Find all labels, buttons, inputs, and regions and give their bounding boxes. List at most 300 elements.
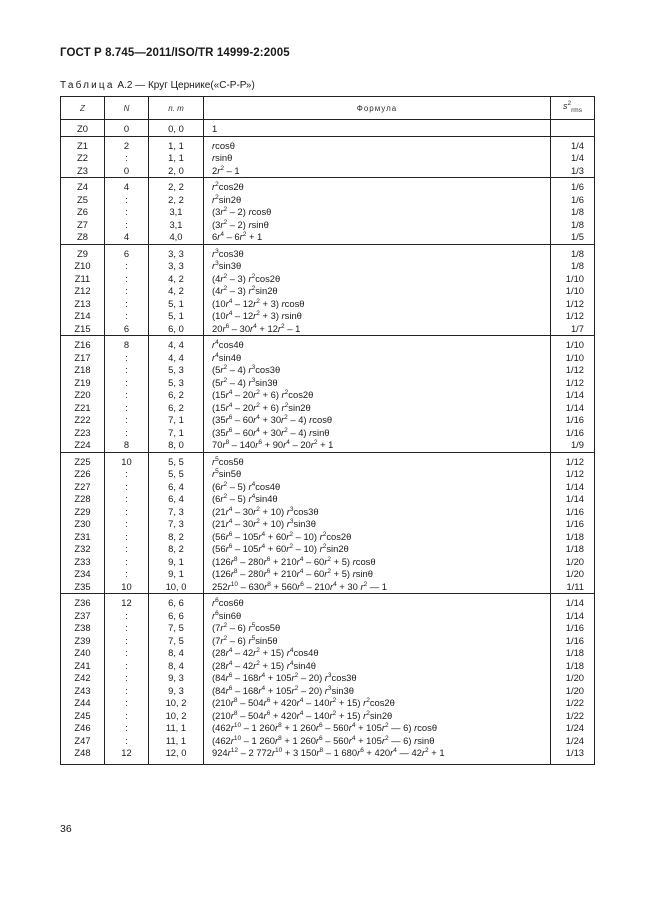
srms-value: 1/18	[551, 647, 595, 660]
n-m-indices: 7, 5	[149, 635, 204, 648]
n-m-indices: 3, 3	[149, 248, 204, 261]
table-row	[61, 414, 595, 427]
formula: $r^3\cos 3\theta$	[204, 248, 551, 261]
srms-value: 1/6	[551, 181, 595, 194]
radial-order: :	[105, 493, 149, 506]
formula: $(10r^4 - 12r^2 + 3)$ rsinθ	[204, 310, 551, 323]
radial-order: :	[105, 389, 149, 402]
formula: $(5r^2 - 4)$ $r^3\cos 3\theta$	[204, 364, 551, 377]
zernike-index: Z43	[61, 685, 105, 698]
col-header-z: Z	[61, 97, 105, 120]
formula: $252r^{10} - 630r^8 + 560r^6 - 210r^4 + 30$ $r^2$ — 1	[204, 581, 551, 594]
srms-value: 1/12	[551, 377, 595, 390]
zernike-index: Z39	[61, 635, 105, 648]
radial-order: :	[105, 660, 149, 673]
radial-order: :	[105, 543, 149, 556]
radial-order: 8	[105, 339, 149, 352]
table-row	[61, 456, 595, 469]
n-m-indices: 2, 0	[149, 165, 204, 178]
radial-order: :	[105, 610, 149, 623]
table-row	[61, 481, 595, 494]
srms-value: 1/8	[551, 260, 595, 273]
table-row	[61, 152, 595, 165]
table-row	[61, 231, 595, 244]
n-m-indices: 2, 2	[149, 181, 204, 194]
zernike-index: Z25	[61, 456, 105, 469]
table-row	[61, 747, 595, 760]
n-m-indices: 9, 1	[149, 568, 204, 581]
radial-order: :	[105, 364, 149, 377]
zernike-index: Z45	[61, 710, 105, 723]
formula: rcosθ	[204, 140, 551, 153]
formula: $r^5\sin 5\theta$	[204, 468, 551, 481]
n-m-indices: 6, 4	[149, 481, 204, 494]
formula: rsinθ	[204, 152, 551, 165]
n-m-indices: 6, 6	[149, 597, 204, 610]
formula: $(35r^6 - 60r^4 + 30r^2 - 4)$ rsinθ	[204, 427, 551, 440]
zernike-index: Z26	[61, 468, 105, 481]
n-m-indices: 5, 5	[149, 468, 204, 481]
zernike-index: Z10	[61, 260, 105, 273]
formula: $(21r^4 - 30r^2 + 10)$ $r^3\cos 3\theta$	[204, 506, 551, 519]
formula: $(3r^2 - 2)$ rsinθ	[204, 219, 551, 232]
srms-value: 1/12	[551, 364, 595, 377]
n-m-indices: 8, 2	[149, 531, 204, 544]
formula: $(15r^4 - 20r^2 + 6)$ $r^2\cos 2\theta$	[204, 389, 551, 402]
formula: $(5r^2 - 4)$ $r^3\sin 3\theta$	[204, 377, 551, 390]
zernike-index: Z14	[61, 310, 105, 323]
formula: $(35r^6 - 60r^4 + 30r^2 - 4)$ rcosθ	[204, 414, 551, 427]
radial-order: :	[105, 468, 149, 481]
radial-order: 6	[105, 323, 149, 336]
srms-value: 1/18	[551, 543, 595, 556]
formula: $(28r^4 - 42r^2 + 15)$ $r^4\cos 4\theta$	[204, 647, 551, 660]
table-row	[61, 260, 595, 273]
formula: $(6r^2 - 5)$ $r^4\sin 4\theta$	[204, 493, 551, 506]
zernike-index: Z11	[61, 273, 105, 286]
bottom-cell	[105, 760, 149, 765]
table-row	[61, 439, 595, 452]
n-m-indices: 1, 1	[149, 152, 204, 165]
radial-order: :	[105, 722, 149, 735]
table-row	[61, 364, 595, 377]
zernike-index: Z20	[61, 389, 105, 402]
zernike-index: Z40	[61, 647, 105, 660]
table-row	[61, 518, 595, 531]
radial-order: :	[105, 697, 149, 710]
radial-order: :	[105, 194, 149, 207]
radial-order: :	[105, 635, 149, 648]
srms-power: 2	[567, 99, 572, 107]
table-row	[61, 339, 595, 352]
zernike-index: Z31	[61, 531, 105, 544]
table-caption-prefix: Таблица	[60, 80, 115, 91]
srms-value: 1/24	[551, 735, 595, 748]
n-m-indices: 7, 1	[149, 427, 204, 440]
srms-subscript: rms	[571, 106, 582, 114]
bottom-cell	[61, 760, 105, 765]
n-m-indices: 12, 0	[149, 747, 204, 760]
formula: $(56r^6 - 105r^4 + 60r^2 - 10)$ $r^2\cos 2\theta$	[204, 531, 551, 544]
page-number: 36	[60, 823, 72, 835]
table-row	[61, 123, 595, 136]
zernike-index: Z23	[61, 427, 105, 440]
n-m-indices: 10, 2	[149, 710, 204, 723]
srms-value: 1/14	[551, 493, 595, 506]
table-row	[61, 468, 595, 481]
srms-value: 1/20	[551, 568, 595, 581]
n-m-indices: 5, 3	[149, 377, 204, 390]
srms-value: 1/12	[551, 298, 595, 311]
radial-order: :	[105, 531, 149, 544]
srms-value: 1/11	[551, 581, 595, 594]
table-row	[61, 389, 595, 402]
radial-order: 4	[105, 231, 149, 244]
zernike-index: Z12	[61, 285, 105, 298]
zernike-index: Z24	[61, 439, 105, 452]
zernike-index: Z42	[61, 672, 105, 685]
srms-value: 1/5	[551, 231, 595, 244]
bottom-cell	[204, 760, 551, 765]
table-row	[61, 402, 595, 415]
zernike-index: Z1	[61, 140, 105, 153]
formula: $r^2\cos 2\theta$	[204, 181, 551, 194]
srms-value: 1/4	[551, 152, 595, 165]
srms-value: 1/14	[551, 389, 595, 402]
srms-value: 1/7	[551, 323, 595, 336]
table-row	[61, 427, 595, 440]
zernike-index: Z4	[61, 181, 105, 194]
srms-value: 1/8	[551, 248, 595, 261]
n-m-indices: 11, 1	[149, 735, 204, 748]
n-m-indices: 6, 4	[149, 493, 204, 506]
formula: $(7r^2 - 6)$ $r^5\cos 5\theta$	[204, 622, 551, 635]
formula: ($462r^{10} - 1$ $260r^8 + 1$ $260r^6 - 560r^4 + 105r^2$ — 6) rcosθ	[204, 722, 551, 735]
radial-order: :	[105, 414, 149, 427]
srms-value: 1/16	[551, 622, 595, 635]
n-m-indices: 3,1	[149, 206, 204, 219]
srms-value: 1/10	[551, 285, 595, 298]
formula: $(56r^6 - 105r^4 + 60r^2 - 10)$ $r^2\sin 2\theta$	[204, 543, 551, 556]
srms-value: 1/22	[551, 697, 595, 710]
zernike-index: Z41	[61, 660, 105, 673]
n-m-indices: 4, 2	[149, 285, 204, 298]
zernike-index: Z18	[61, 364, 105, 377]
radial-order: 10	[105, 581, 149, 594]
n-m-indices: 7, 1	[149, 414, 204, 427]
zernike-index: Z16	[61, 339, 105, 352]
radial-order: :	[105, 152, 149, 165]
document-header: ГОСТ Р 8.745—2011/ISO/TR 14999-2:2005	[60, 47, 290, 59]
formula: $924r^{12} - 2$ $772r^{10} + 3$ $150r^8 - 1$ $680r^6 + 420r^4$ — $42r^2 + 1$	[204, 747, 551, 760]
radial-order: :	[105, 556, 149, 569]
formula: $r^4\sin 4\theta$	[204, 352, 551, 365]
zernike-index: Z8	[61, 231, 105, 244]
table-row	[61, 140, 595, 153]
formula: $(126r^8 - 280r^6 + 210r^4 - 60r^2 + 5)$ rsinθ	[204, 568, 551, 581]
formula: $(10r^4 - 12r^2 + 3)$ rcosθ	[204, 298, 551, 311]
n-m-indices: 4, 4	[149, 352, 204, 365]
srms-value: 1/22	[551, 710, 595, 723]
zernike-index: Z21	[61, 402, 105, 415]
n-m-indices: 4, 2	[149, 273, 204, 286]
srms-value: 1/14	[551, 597, 595, 610]
n-m-indices: 1, 1	[149, 140, 204, 153]
n-m-indices: 11, 1	[149, 722, 204, 735]
radial-order: 0	[105, 165, 149, 178]
table-row	[61, 672, 595, 685]
n-m-indices: 8, 4	[149, 647, 204, 660]
srms-value: 1/8	[551, 206, 595, 219]
n-m-indices: 6, 0	[149, 323, 204, 336]
radial-order: 12	[105, 747, 149, 760]
radial-order: :	[105, 402, 149, 415]
zernike-index: Z36	[61, 597, 105, 610]
n-m-indices: 3,1	[149, 219, 204, 232]
srms-value: 1/8	[551, 219, 595, 232]
table-row	[61, 181, 595, 194]
col-header-formula: Формула	[204, 97, 551, 120]
table-row	[61, 310, 595, 323]
zernike-index: Z17	[61, 352, 105, 365]
radial-order: 4	[105, 181, 149, 194]
srms-value: 1/12	[551, 456, 595, 469]
formula: $(210r^8 - 504r^6 + 420r^4 - 140r^2 + 15)$ $r^2\cos 2\theta$	[204, 697, 551, 710]
zernike-index: Z33	[61, 556, 105, 569]
formula: $(7r^2 - 6)$ $r^5\sin 5\theta$	[204, 635, 551, 648]
table-row	[61, 635, 595, 648]
table-row	[61, 248, 595, 261]
n-m-indices: 4, 4	[149, 339, 204, 352]
formula: $(28r^4 - 42r^2 + 15)$ $r^4\sin 4\theta$	[204, 660, 551, 673]
radial-order: :	[105, 427, 149, 440]
table-row	[61, 581, 595, 594]
table-row	[61, 697, 595, 710]
table-caption	[60, 80, 255, 91]
formula: $6r^4 - 6r^2 + 1$	[204, 231, 551, 244]
srms-value: 1/9	[551, 439, 595, 452]
formula: $(126r^8 - 280r^6 + 210r^4 - 60r^2 + 5)$ rcosθ	[204, 556, 551, 569]
radial-order: :	[105, 518, 149, 531]
srms-value: 1/6	[551, 194, 595, 207]
table-row	[61, 543, 595, 556]
n-m-indices: 0, 0	[149, 123, 204, 136]
formula: $20r^6 - 30r^4 + 12r^2 - 1$	[204, 323, 551, 336]
srms-value: 1/16	[551, 518, 595, 531]
table-row	[61, 194, 595, 207]
n-m-indices: 2, 2	[149, 194, 204, 207]
zernike-index: Z0	[61, 123, 105, 136]
srms-value	[551, 123, 595, 136]
srms-value: 1/20	[551, 556, 595, 569]
zernike-index: Z27	[61, 481, 105, 494]
n-m-indices: 5, 3	[149, 364, 204, 377]
radial-order: :	[105, 568, 149, 581]
formula: $r^3\sin 3\theta$	[204, 260, 551, 273]
radial-order: 6	[105, 248, 149, 261]
n-m-indices: 8, 4	[149, 660, 204, 673]
srms-value: 1/24	[551, 722, 595, 735]
zernike-index: Z29	[61, 506, 105, 519]
n-m-indices: 8, 0	[149, 439, 204, 452]
formula: $r^4\cos 4\theta$	[204, 339, 551, 352]
radial-order: 12	[105, 597, 149, 610]
radial-order: :	[105, 735, 149, 748]
radial-order: 2	[105, 140, 149, 153]
table-row	[61, 323, 595, 336]
radial-order: :	[105, 685, 149, 698]
formula: $(6r^2 - 5)$ $r^4\cos 4\theta$	[204, 481, 551, 494]
formula: $r^6\sin 6\theta$	[204, 610, 551, 623]
table-row	[61, 298, 595, 311]
zernike-index: Z9	[61, 248, 105, 261]
radial-order: 10	[105, 456, 149, 469]
table-row	[61, 165, 595, 178]
srms-value: 1/16	[551, 635, 595, 648]
table-row	[61, 493, 595, 506]
n-m-indices: 7, 3	[149, 506, 204, 519]
srms-value: 1/14	[551, 610, 595, 623]
n-m-indices: 5, 5	[149, 456, 204, 469]
srms-value: 1/4	[551, 140, 595, 153]
table-row	[61, 710, 595, 723]
bottom-cell	[149, 760, 204, 765]
n-m-indices: 9, 3	[149, 685, 204, 698]
zernike-index: Z34	[61, 568, 105, 581]
zernike-index: Z7	[61, 219, 105, 232]
zernike-index: Z19	[61, 377, 105, 390]
table-row	[61, 273, 595, 286]
table-row	[61, 722, 595, 735]
formula: $(210r^8 - 504r^6 + 420r^4 - 140r^2 + 15)$ $r^2\sin 2\theta$	[204, 710, 551, 723]
zernike-index: Z46	[61, 722, 105, 735]
n-m-indices: 7, 5	[149, 622, 204, 635]
srms-value: 1/16	[551, 427, 595, 440]
table-row	[61, 597, 595, 610]
table-row	[61, 206, 595, 219]
srms-value: 1/14	[551, 481, 595, 494]
n-m-indices: 5, 1	[149, 298, 204, 311]
formula: $(21r^4 - 30r^2 + 10)$ $r^3\sin 3\theta$	[204, 518, 551, 531]
table-caption-text: А.2 — Круг Цернике(«С-Р-Р»)	[114, 80, 255, 91]
zernike-index: Z5	[61, 194, 105, 207]
radial-order: 0	[105, 123, 149, 136]
formula: $(4r^2 - 3)$ $r^2\sin 2\theta$	[204, 285, 551, 298]
srms-value: 1/12	[551, 310, 595, 323]
radial-order: :	[105, 506, 149, 519]
zernike-index: Z2	[61, 152, 105, 165]
srms-value: 1/18	[551, 660, 595, 673]
srms-value: 1/20	[551, 685, 595, 698]
zernike-index: Z38	[61, 622, 105, 635]
table-row	[61, 568, 595, 581]
srms-value: 1/14	[551, 402, 595, 415]
radial-order: :	[105, 377, 149, 390]
formula: $2r^2 - 1$	[204, 165, 551, 178]
zernike-index: Z37	[61, 610, 105, 623]
radial-order: :	[105, 622, 149, 635]
table-row	[61, 735, 595, 748]
n-m-indices: 8, 2	[149, 543, 204, 556]
srms-value: 1/20	[551, 672, 595, 685]
radial-order: :	[105, 285, 149, 298]
table-header-row	[61, 97, 595, 120]
radial-order: 8	[105, 439, 149, 452]
formula: $70r^8 - 140r^6 + 90r^4 - 20r^2 + 1$	[204, 439, 551, 452]
col-header-nm: n. m	[149, 97, 204, 120]
formula: $(84r^6 - 168r^4 + 105r^2 - 20)$ $r^3\cos 3\theta$	[204, 672, 551, 685]
formula: $(15r^4 - 20r^2 + 6)$ $r^2\sin 2\theta$	[204, 402, 551, 415]
radial-order: :	[105, 672, 149, 685]
radial-order: :	[105, 206, 149, 219]
n-m-indices: 6, 2	[149, 402, 204, 415]
zernike-index: Z47	[61, 735, 105, 748]
zernike-index: Z22	[61, 414, 105, 427]
formula: $r^5\cos 5\theta$	[204, 456, 551, 469]
col-header-n: N	[105, 97, 149, 120]
formula: $(4r^2 - 3)$ $r^2\cos 2\theta$	[204, 273, 551, 286]
table-row	[61, 506, 595, 519]
zernike-index: Z44	[61, 697, 105, 710]
n-m-indices: 10, 2	[149, 697, 204, 710]
radial-order: :	[105, 310, 149, 323]
radial-order: :	[105, 481, 149, 494]
table-row	[61, 285, 595, 298]
radial-order: :	[105, 647, 149, 660]
table-row	[61, 352, 595, 365]
table-row	[61, 377, 595, 390]
srms-value: 1/10	[551, 352, 595, 365]
zernike-index: Z28	[61, 493, 105, 506]
formula: $r^6\cos 6\theta$	[204, 597, 551, 610]
radial-order: :	[105, 298, 149, 311]
formula: $(84r^6 - 168r^4 + 105r^2 - 20)$ $r^3\sin 3\theta$	[204, 685, 551, 698]
srms-value: 1/10	[551, 273, 595, 286]
zernike-index: Z30	[61, 518, 105, 531]
zernike-index: Z48	[61, 747, 105, 760]
n-m-indices: 9, 3	[149, 672, 204, 685]
zernike-index: Z15	[61, 323, 105, 336]
radial-order: :	[105, 219, 149, 232]
table-row	[61, 685, 595, 698]
zernike-index: Z13	[61, 298, 105, 311]
table-row	[61, 531, 595, 544]
table-row	[61, 219, 595, 232]
srms-value: 1/18	[551, 531, 595, 544]
bottom-cell	[551, 760, 595, 765]
table-row	[61, 647, 595, 660]
table-bottom-row	[61, 760, 595, 765]
zernike-index: Z32	[61, 543, 105, 556]
n-m-indices: 6, 6	[149, 610, 204, 623]
radial-order: :	[105, 273, 149, 286]
srms-value: 1/12	[551, 468, 595, 481]
zernike-index: Z6	[61, 206, 105, 219]
zernike-index: Z3	[61, 165, 105, 178]
srms-value: 1/3	[551, 165, 595, 178]
n-m-indices: 3, 3	[149, 260, 204, 273]
zernike-table	[60, 96, 595, 765]
formula: ($462r^{10} - 1$ $260r^8 + 1$ $260r^6 - 560r^4 + 105r^2$ — 6) rsinθ	[204, 735, 551, 748]
table-body	[61, 120, 595, 765]
n-m-indices: 5, 1	[149, 310, 204, 323]
formula: $(3r^2 - 2)$ rcosθ	[204, 206, 551, 219]
n-m-indices: 9, 1	[149, 556, 204, 569]
formula: 1	[204, 123, 551, 136]
srms-value: 1/16	[551, 414, 595, 427]
table-row	[61, 610, 595, 623]
radial-order: :	[105, 260, 149, 273]
